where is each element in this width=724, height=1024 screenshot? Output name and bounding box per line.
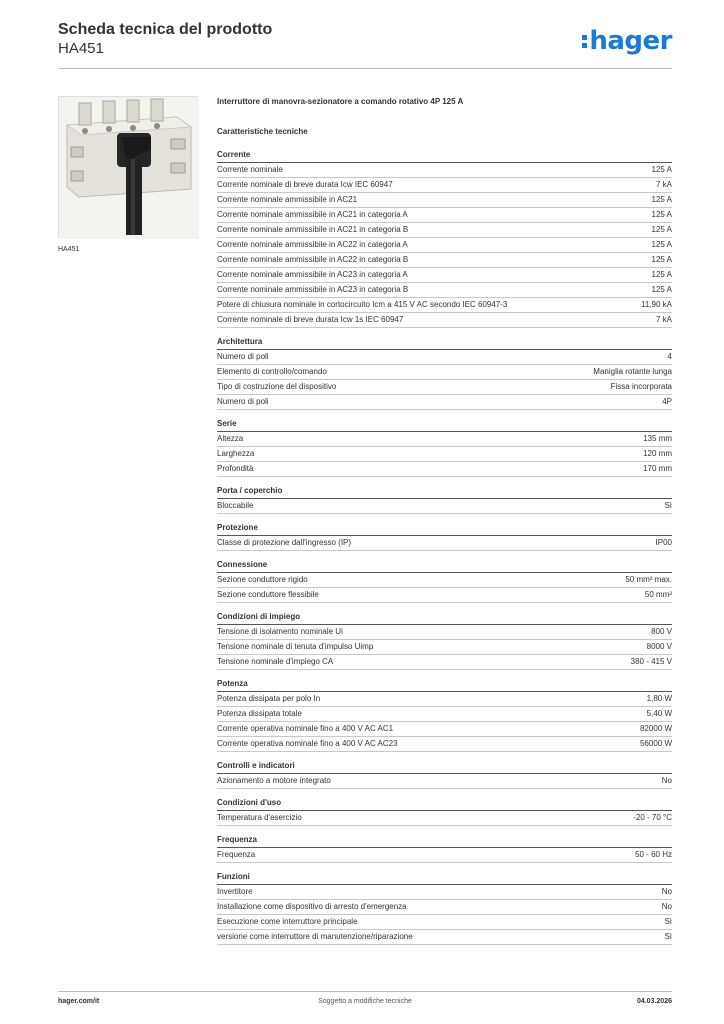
spec-row xyxy=(217,900,672,915)
spec-row xyxy=(217,380,672,395)
section-title: Connessione xyxy=(217,559,672,573)
spec-section xyxy=(217,149,672,328)
spec-value: 7 kA xyxy=(655,180,672,189)
spec-row xyxy=(217,313,672,328)
spec-value: 125 A xyxy=(651,165,672,174)
spec-label: Numero di poli xyxy=(217,397,269,406)
spec-row xyxy=(217,208,672,223)
spec-label: Corrente nominale ammissibile in AC21 in categoria A xyxy=(217,210,408,219)
spec-value: No xyxy=(661,776,672,785)
spec-row xyxy=(217,365,672,380)
spec-row xyxy=(217,573,672,588)
spec-label: Potenza dissipata totale xyxy=(217,709,302,718)
spec-content xyxy=(217,96,672,953)
spec-row xyxy=(217,253,672,268)
spec-row xyxy=(217,462,672,477)
spec-value: 380 - 415 V xyxy=(630,657,672,666)
spec-value: 50 mm² max. xyxy=(625,575,672,584)
spec-value: 7 kA xyxy=(655,315,672,324)
spec-row xyxy=(217,655,672,670)
spec-row xyxy=(217,350,672,365)
spec-label: Tensione nominale di tenuta d'impulso Uimp xyxy=(217,642,374,651)
spec-section xyxy=(217,871,672,945)
spec-value: Sì xyxy=(664,917,672,926)
spec-label: Elemento di controllo/comando xyxy=(217,367,327,376)
spec-label: Esecuzione come interruttore principale xyxy=(217,917,358,926)
spec-row xyxy=(217,395,672,410)
spec-section xyxy=(217,678,672,752)
spec-label: Profondità xyxy=(217,464,254,473)
spec-value: Maniglia rotante lunga xyxy=(593,367,672,376)
section-title: Funzioni xyxy=(217,871,672,885)
spec-row xyxy=(217,178,672,193)
section-title: Protezione xyxy=(217,522,672,536)
spec-sections xyxy=(217,149,672,945)
spec-row xyxy=(217,774,672,789)
spec-section xyxy=(217,336,672,410)
section-title: Condizioni d'uso xyxy=(217,797,672,811)
spec-value: 125 A xyxy=(651,195,672,204)
spec-value: 125 A xyxy=(651,225,672,234)
image-caption: HA451 xyxy=(58,246,80,253)
spec-row xyxy=(217,692,672,707)
page-title: Scheda tecnica del prodotto xyxy=(58,21,273,38)
spec-label: Corrente operativa nominale fino a 400 V AC AC1 xyxy=(217,724,394,733)
spec-value: 135 mm xyxy=(643,434,672,443)
spec-value: 125 A xyxy=(651,255,672,264)
spec-label: Corrente operativa nominale fino a 400 V AC AC23 xyxy=(217,739,398,748)
product-image xyxy=(58,96,198,238)
spec-value: Fissa incorporata xyxy=(610,382,672,391)
spec-label: Sezione conduttore rigido xyxy=(217,575,308,584)
spec-row xyxy=(217,283,672,298)
spec-row xyxy=(217,625,672,640)
spec-row xyxy=(217,268,672,283)
section-title: Corrente xyxy=(217,149,672,163)
spec-row xyxy=(217,223,672,238)
spec-value: Sì xyxy=(664,932,672,941)
spec-label: Corrente nominale ammissibile in AC23 in categoria A xyxy=(217,270,408,279)
footer-notice: Soggetto a modifiche tecniche xyxy=(318,998,412,1005)
spec-row xyxy=(217,499,672,514)
spec-row xyxy=(217,447,672,462)
spec-row xyxy=(217,163,672,178)
spec-row xyxy=(217,737,672,752)
spec-label: Tensione nominale d'impiego CA xyxy=(217,657,334,666)
spec-value: 125 A xyxy=(651,240,672,249)
spec-section xyxy=(217,797,672,826)
section-title: Porta / coperchio xyxy=(217,485,672,499)
spec-label: Corrente nominale di breve durata Icw IEC 60947 xyxy=(217,180,393,189)
spec-value: 82000 W xyxy=(639,724,672,733)
spec-value: -20 - 70 °C xyxy=(633,813,672,822)
spec-label: Installazione come dispositivo di arresto d'emergenza xyxy=(217,902,407,911)
spec-row xyxy=(217,640,672,655)
footer-date: 04.03.2026 xyxy=(636,998,672,1005)
section-title: Controlli e indicatori xyxy=(217,760,672,774)
spec-label: Frequenza xyxy=(217,850,256,859)
spec-label: Azionamento a motore integrato xyxy=(217,776,331,785)
spec-label: Corrente nominale ammissibile in AC21 xyxy=(217,195,358,204)
spec-label: Corrente nominale ammissibile in AC23 in categoria B xyxy=(217,285,409,294)
spec-section xyxy=(217,485,672,514)
spec-row xyxy=(217,588,672,603)
spec-label: Corrente nominale di breve durata Icw 1s IEC 60947 xyxy=(217,315,404,324)
spec-value: 8000 V xyxy=(646,642,672,651)
spec-label: Numero di poli xyxy=(217,352,269,361)
spec-row xyxy=(217,915,672,930)
spec-label: Larghezza xyxy=(217,449,255,458)
spec-heading: Caratteristiche tecniche xyxy=(217,127,308,136)
spec-value: 50 - 60 Hz xyxy=(635,850,672,859)
spec-value: 125 A xyxy=(651,270,672,279)
spec-value: 4 xyxy=(667,352,672,361)
spec-value: No xyxy=(661,887,672,896)
spec-value: 120 mm xyxy=(643,449,672,458)
spec-row xyxy=(217,432,672,447)
spec-label: Invertitore xyxy=(217,887,253,896)
spec-label: Tipo di costruzione del dispositivo xyxy=(217,382,337,391)
spec-value: No xyxy=(661,902,672,911)
spec-section xyxy=(217,418,672,477)
spec-value: Sì xyxy=(664,501,672,510)
spec-section xyxy=(217,522,672,551)
page-header xyxy=(58,20,672,70)
spec-row xyxy=(217,811,672,826)
spec-value: IP00 xyxy=(655,538,672,547)
spec-row xyxy=(217,536,672,551)
section-title: Architettura xyxy=(217,336,672,350)
spec-row xyxy=(217,193,672,208)
spec-label: Corrente nominale ammissibile in AC22 in categoria A xyxy=(217,240,408,249)
spec-label: Classe di protezione dall'ingresso (IP) xyxy=(217,538,352,547)
spec-value: 800 V xyxy=(651,627,672,636)
spec-row xyxy=(217,722,672,737)
spec-row xyxy=(217,238,672,253)
spec-value: 125 A xyxy=(651,285,672,294)
spec-value: 50 mm² xyxy=(644,590,672,599)
spec-row xyxy=(217,707,672,722)
section-title: Condizioni di impiego xyxy=(217,611,672,625)
section-title: Serie xyxy=(217,418,672,432)
section-title: Potenza xyxy=(217,678,672,692)
spec-section xyxy=(217,559,672,603)
spec-label: versione come interruttore di manutenzione/riparazione xyxy=(217,932,413,941)
spec-label: Potere di chiusura nominale in cortocircuito Icm a 415 V AC secondo IEC 60947-3 xyxy=(217,300,508,309)
spec-label: Corrente nominale ammissibile in AC21 in categoria B xyxy=(217,225,409,234)
spec-label: Sezione conduttore flessibile xyxy=(217,590,319,599)
header-divider xyxy=(58,68,672,69)
spec-label: Altezza xyxy=(217,434,244,443)
hager-logo[interactable]: hager xyxy=(582,26,672,56)
logo-dots-icon xyxy=(582,32,588,51)
spec-label: Bloccabile xyxy=(217,501,254,510)
spec-value: 11,90 kA xyxy=(641,300,672,309)
product-description: Interruttore di manovra-sezionatore a comando rotativo 4P 125 A xyxy=(217,97,464,106)
spec-row xyxy=(217,848,672,863)
spec-value: 56000 W xyxy=(639,739,672,748)
spec-value: 125 A xyxy=(651,210,672,219)
spec-label: Tensione di isolamento nominale Ui xyxy=(217,627,343,636)
spec-value: 1,80 W xyxy=(646,694,672,703)
section-title: Frequenza xyxy=(217,834,672,848)
spec-row xyxy=(217,298,672,313)
spec-label: Potenza dissipata per polo In xyxy=(217,694,321,703)
footer-website-link[interactable]: hager.com/it xyxy=(58,998,100,1005)
spec-section xyxy=(217,760,672,789)
spec-section xyxy=(217,834,672,863)
switch-disconnector-icon xyxy=(59,97,199,239)
spec-value: 170 mm xyxy=(643,464,672,473)
spec-row xyxy=(217,930,672,945)
spec-label: Temperatura d'esercizio xyxy=(217,813,302,822)
spec-label: Corrente nominale ammissibile in AC22 in categoria B xyxy=(217,255,409,264)
spec-value: 5,40 W xyxy=(646,709,672,718)
spec-row xyxy=(217,885,672,900)
spec-section xyxy=(217,611,672,670)
footer-divider xyxy=(58,991,672,992)
product-code: HA451 xyxy=(58,40,104,57)
spec-label: Corrente nominale xyxy=(217,165,283,174)
spec-value: 4P xyxy=(662,397,672,406)
